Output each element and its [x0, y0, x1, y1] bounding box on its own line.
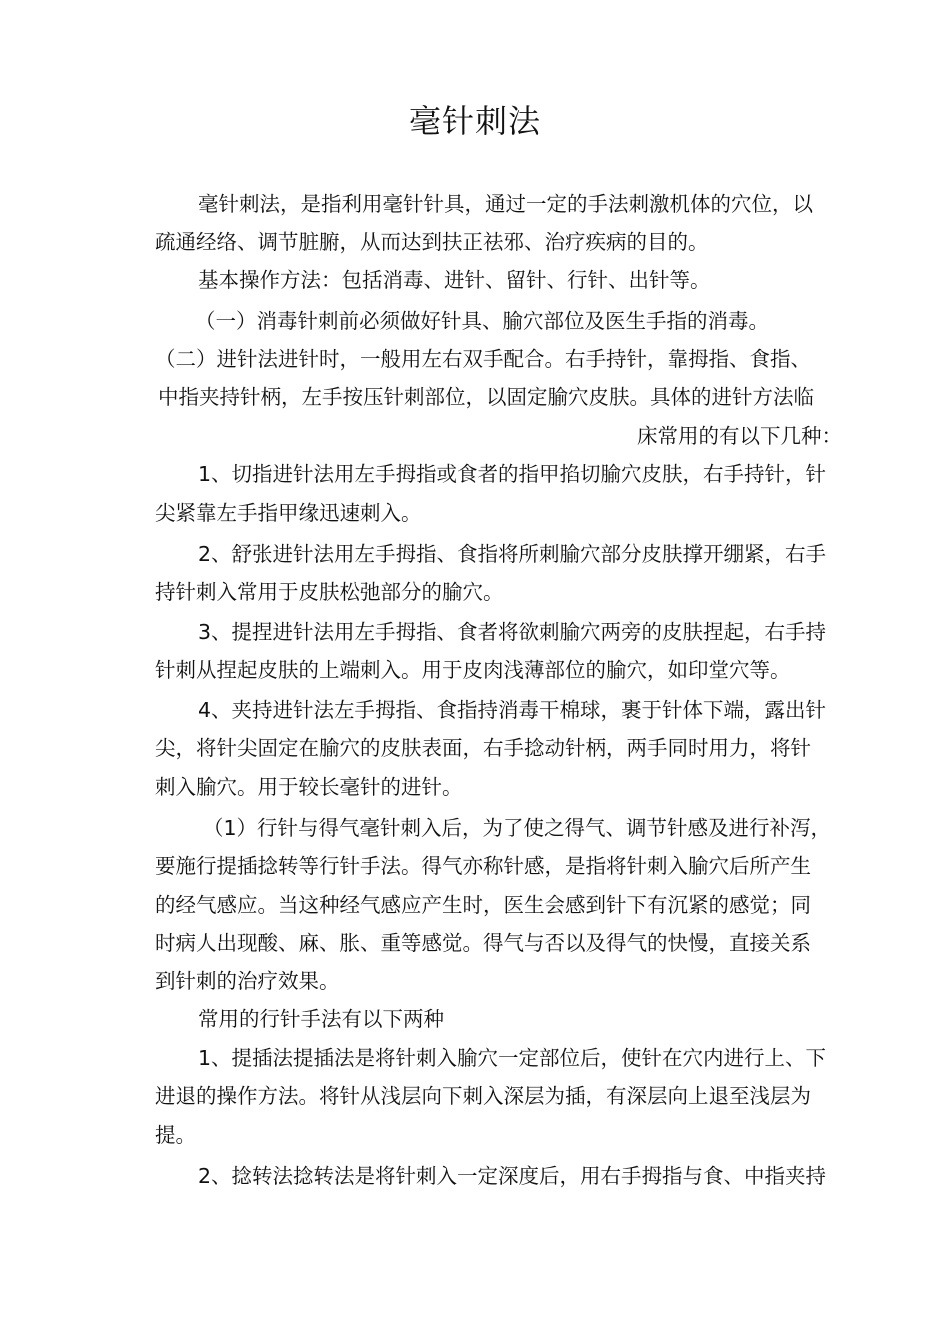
text-line: 床常用的有以下几种： — [637, 424, 842, 448]
text-line: 基本操作方法：包括消毒、进针、留针、行针、出针等。 — [198, 268, 711, 292]
text-line: 常用的行针手法有以下两种 — [198, 1007, 444, 1031]
text-line: 的经气感应。当这种经气感应产生时，医生会感到针下有沉紧的感觉；同 — [155, 893, 811, 917]
text-line: （二）进针法进针时，一般用左右双手配合。右手持针，靠拇指、食指、 — [155, 347, 811, 371]
text-line: 提。 — [155, 1123, 196, 1147]
text-line: 4、夹持进针法左手拇指、食指持消毒干棉球，裹于针体下端，露出针 — [198, 698, 827, 722]
text-line: 疏通经络、调节脏腑，从而达到扶正祛邪、治疗疾病的目的。 — [155, 230, 709, 254]
text-line: 中指夹持针柄，左手按压针刺部位，以固定腧穴皮肤。具体的进针方法临 — [158, 385, 814, 409]
text-line: 毫针刺法，是指利用毫针针具，通过一定的手法刺激机体的穴位，以 — [198, 192, 813, 216]
text-line: 到针刺的治疗效果。 — [155, 969, 340, 993]
text-line: 2、舒张进针法用左手拇指、食指将所刺腧穴部分皮肤撑开绷紧，右手 — [198, 542, 827, 566]
text-line: 刺入腧穴。用于较长毫针的进针。 — [155, 775, 463, 799]
text-line: 尖，将针尖固定在腧穴的皮肤表面，右手捻动针柄，两手同时用力，将针 — [155, 736, 811, 760]
text-line: （1）行针与得气毫针刺入后，为了使之得气、调节针感及进行补泻， — [203, 816, 832, 840]
text-line: （一）消毒针刺前必须做好针具、腧穴部位及医生手指的消毒。 — [195, 309, 769, 333]
text-line: 1、切指进针法用左手拇指或食者的指甲掐切腧穴皮肤，右手持针，针 — [198, 462, 827, 486]
text-line: 3、提捏进针法用左手拇指、食者将欲刺腧穴两旁的皮肤捏起，右手持 — [198, 620, 827, 644]
text-line: 2、捻转法捻转法是将针刺入一定深度后，用右手拇指与食、中指夹持 — [198, 1164, 827, 1188]
text-line: 1、提插法提插法是将针刺入腧穴一定部位后，使针在穴内进行上、下 — [198, 1046, 827, 1070]
text-line: 针刺从捏起皮肤的上端刺入。用于皮肉浅薄部位的腧穴，如印堂穴等。 — [155, 658, 791, 682]
text-line: 进退的操作方法。将针从浅层向下刺入深层为插，有深层向上退至浅层为 — [155, 1084, 811, 1108]
text-line: 持针刺入常用于皮肤松弛部分的腧穴。 — [155, 580, 504, 604]
text-line: 时病人出现酸、麻、胀、重等感觉。得气与否以及得气的快慢，直接关系 — [155, 931, 811, 955]
text-line: 要施行提插捻转等行针手法。得气亦称针感，是指将针刺入腧穴后所产生 — [155, 854, 811, 878]
text-line: 尖紧靠左手指甲缘迅速刺入。 — [155, 501, 422, 525]
page-title: 毫针刺法 — [408, 102, 541, 140]
